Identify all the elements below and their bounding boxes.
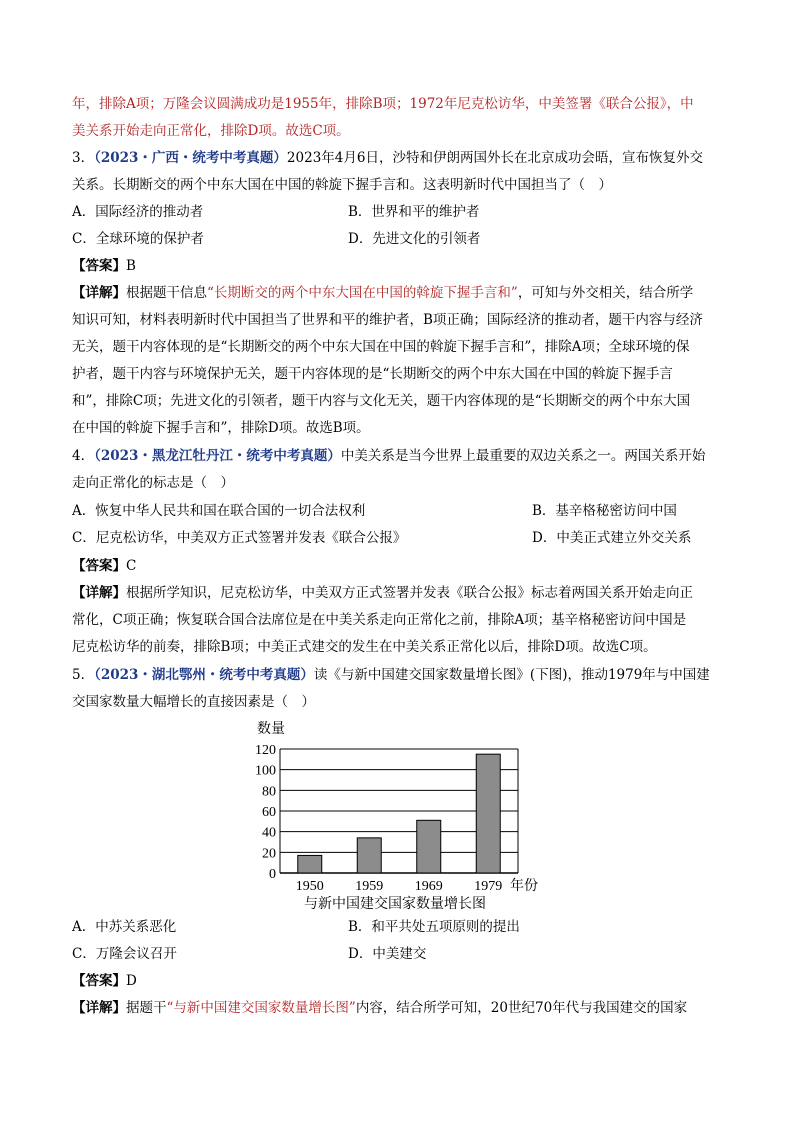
q4-stem-text-1: 中美关系是当今世界上最重要的双边关系之一。两国关系开始 <box>340 448 706 464</box>
q5-explanation-line-1 <box>72 998 687 1018</box>
y-tick-label-100: 100 <box>255 763 276 779</box>
q4-option-a: A．恢复中华人民共和国在联合国的一切合法权利 <box>72 503 366 519</box>
q4-stem-line-1 <box>72 446 705 466</box>
q4-source: （2023・黑龙江牡丹江・统考中考真题） <box>94 448 341 464</box>
bar-1950 <box>298 855 322 873</box>
q3-explanation-line-3: 无关，题干内容体现的是“长期断交的两个中东大国在中国的斡旋下握手言和”，排除A项；全球环境的保 <box>72 339 690 355</box>
q3-answer <box>72 256 136 276</box>
q5-answer-value: D <box>126 973 137 989</box>
q5-answer <box>72 971 137 991</box>
y-tick-label-40: 40 <box>262 825 276 841</box>
q3-option-b: B．世界和平的维护者 <box>348 204 480 220</box>
q4-option-b: B．基辛格秘密访问中国 <box>532 503 677 519</box>
q4-answer-label: 【答案】 <box>72 558 126 574</box>
q5-option-a: A．中苏关系恶化 <box>72 919 177 935</box>
q5-option-b: B．和平共处五项原则的提出 <box>348 919 520 935</box>
y-tick-label-20: 20 <box>262 846 276 862</box>
y-tick-label-60: 60 <box>262 805 276 820</box>
chart-xticks <box>296 879 503 894</box>
q3-stem-line-2: 关系。长期断交的两个中东大国在中国的斡旋下握手言和。这表明新时代中国担当了（ ） <box>72 177 612 193</box>
y-tick-label-0: 0 <box>269 867 276 882</box>
q4-exp-1: 根据所学知识，尼克松访华，中美双方正式签署并发表《联合公报》标志着两国关系开始走向正 <box>126 585 693 601</box>
q3-explanation-line-4: 护者，题干内容与环境保护无关，题干内容体现的是“长期断交的两个中东大国在中国的斡旋下握手言 <box>72 366 673 382</box>
q5-stem-line-2: 交国家数量大幅增长的直接因素是（ ） <box>72 694 315 710</box>
bar-1959 <box>357 838 381 873</box>
q3-explanation-line-1 <box>72 283 693 303</box>
prev-explanation-line-1: 年，排除A项；万隆会议圆满成功是1955年，排除B项；1972年尼克松访华，中美签署《联合公报》，中 <box>72 96 694 112</box>
q5-exp-1a: 据题干 <box>126 1000 167 1016</box>
q4-answer <box>72 556 136 576</box>
q3-explanation-line-2: 知识可知，材料表明新时代中国担当了世界和平的维护者，B项正确；国际经济的推动者，题干内容与经济 <box>72 312 703 328</box>
q4-explanation-line-2: 常化，C项正确；恢复联合国合法席位是在中美关系走向正常化之前，排除A项；基辛格秘密访问中国是 <box>72 612 687 628</box>
x-tick-label-1979: 1979 <box>474 879 503 894</box>
q3-source: （2023・广西・统考中考真题） <box>94 150 287 166</box>
q5-option-c: C．万隆会议召开 <box>72 946 177 962</box>
q5-number: 5． <box>72 667 95 683</box>
q4-number: 4． <box>72 448 95 464</box>
chart-xlabel: 年份 <box>510 879 538 894</box>
q3-answer-label: 【答案】 <box>72 258 126 274</box>
q5-explanation-label: 【详解】 <box>72 1000 126 1016</box>
y-tick-label-80: 80 <box>262 784 276 800</box>
prev-explanation-line-2: 美关系开始走向正常化，排除D项。故选C项。 <box>72 123 350 139</box>
q3-exp-1c: ，可知与外交相关，结合所学 <box>517 285 694 301</box>
q3-option-a: A．国际经济的推动者 <box>72 204 204 220</box>
q4-stem-line-2: 走向正常化的标志是（ ） <box>72 475 234 491</box>
x-tick-label-1959: 1959 <box>355 879 384 894</box>
x-tick-label-1950: 1950 <box>295 879 324 894</box>
q5-source: （2023・湖北鄂州・统考中考真题） <box>94 667 314 683</box>
q4-explanation-line-1 <box>72 583 693 603</box>
q3-stem-line-1 <box>72 148 703 168</box>
q5-answer-label: 【答案】 <box>72 973 126 989</box>
chart-yticks <box>255 743 276 882</box>
y-tick-label-120: 120 <box>255 743 276 758</box>
q4-option-d: D．中美正式建立外交关系 <box>532 530 692 546</box>
chart-title: 与新中国建交国家数量增长图 <box>304 897 486 912</box>
q3-exp-1a: 根据题干信息 <box>126 285 207 301</box>
q5-option-d: D．中美建交 <box>348 946 427 962</box>
q5-exp-quote: “与新中国建交国家数量增长图” <box>166 1000 356 1016</box>
q4-option-c: C．尼克松访华，中美双方正式签署并发表《联合公报》 <box>72 530 407 546</box>
q5-stem-text-1: 读《与新中国建交国家数量增长图》(下图)，推动1979年与中国建 <box>313 667 710 683</box>
q3-answer-value: B <box>126 258 136 274</box>
country-count-bar-chart <box>250 715 550 915</box>
q3-option-c: C．全球环境的保护者 <box>72 231 204 247</box>
q3-number: 3． <box>72 150 95 166</box>
bar-1969 <box>417 820 441 873</box>
q4-answer-value: C <box>126 558 137 574</box>
chart-ylabel: 数量 <box>257 722 285 737</box>
q3-explanation-line-6: 在中国的斡旋下握手言和”，排除D项。故选B项。 <box>72 420 370 436</box>
q3-stem-text-1: 2023年4月6日，沙特和伊朗两国外长在北京成功会晤，宣布恢复外交 <box>286 150 703 166</box>
chart-bars <box>298 754 501 873</box>
q3-option-d: D．先进文化的引领者 <box>348 231 481 247</box>
q3-explanation-label: 【详解】 <box>72 285 126 301</box>
q4-explanation-label: 【详解】 <box>72 585 126 601</box>
x-tick-label-1969: 1969 <box>414 879 443 894</box>
q3-exp-quote: “长期断交的两个中东大国在中国的斡旋下握手言和” <box>207 285 518 301</box>
bar-1979 <box>476 754 500 873</box>
q5-exp-1c: 内容，结合所学可知，20世纪70年代与我国建交的国家 <box>355 1000 688 1016</box>
q5-stem-line-1 <box>72 665 710 685</box>
q3-explanation-line-5: 和”，排除C项；先进文化的引领者，题干内容与文化无关，题干内容体现的是“长期断交的两个中东大国 <box>72 393 691 409</box>
q4-explanation-line-3: 尼克松访华的前奏，排除B项；中美正式建交的发生在中美关系正常化以后，排除D项。故选C项。 <box>72 639 657 655</box>
